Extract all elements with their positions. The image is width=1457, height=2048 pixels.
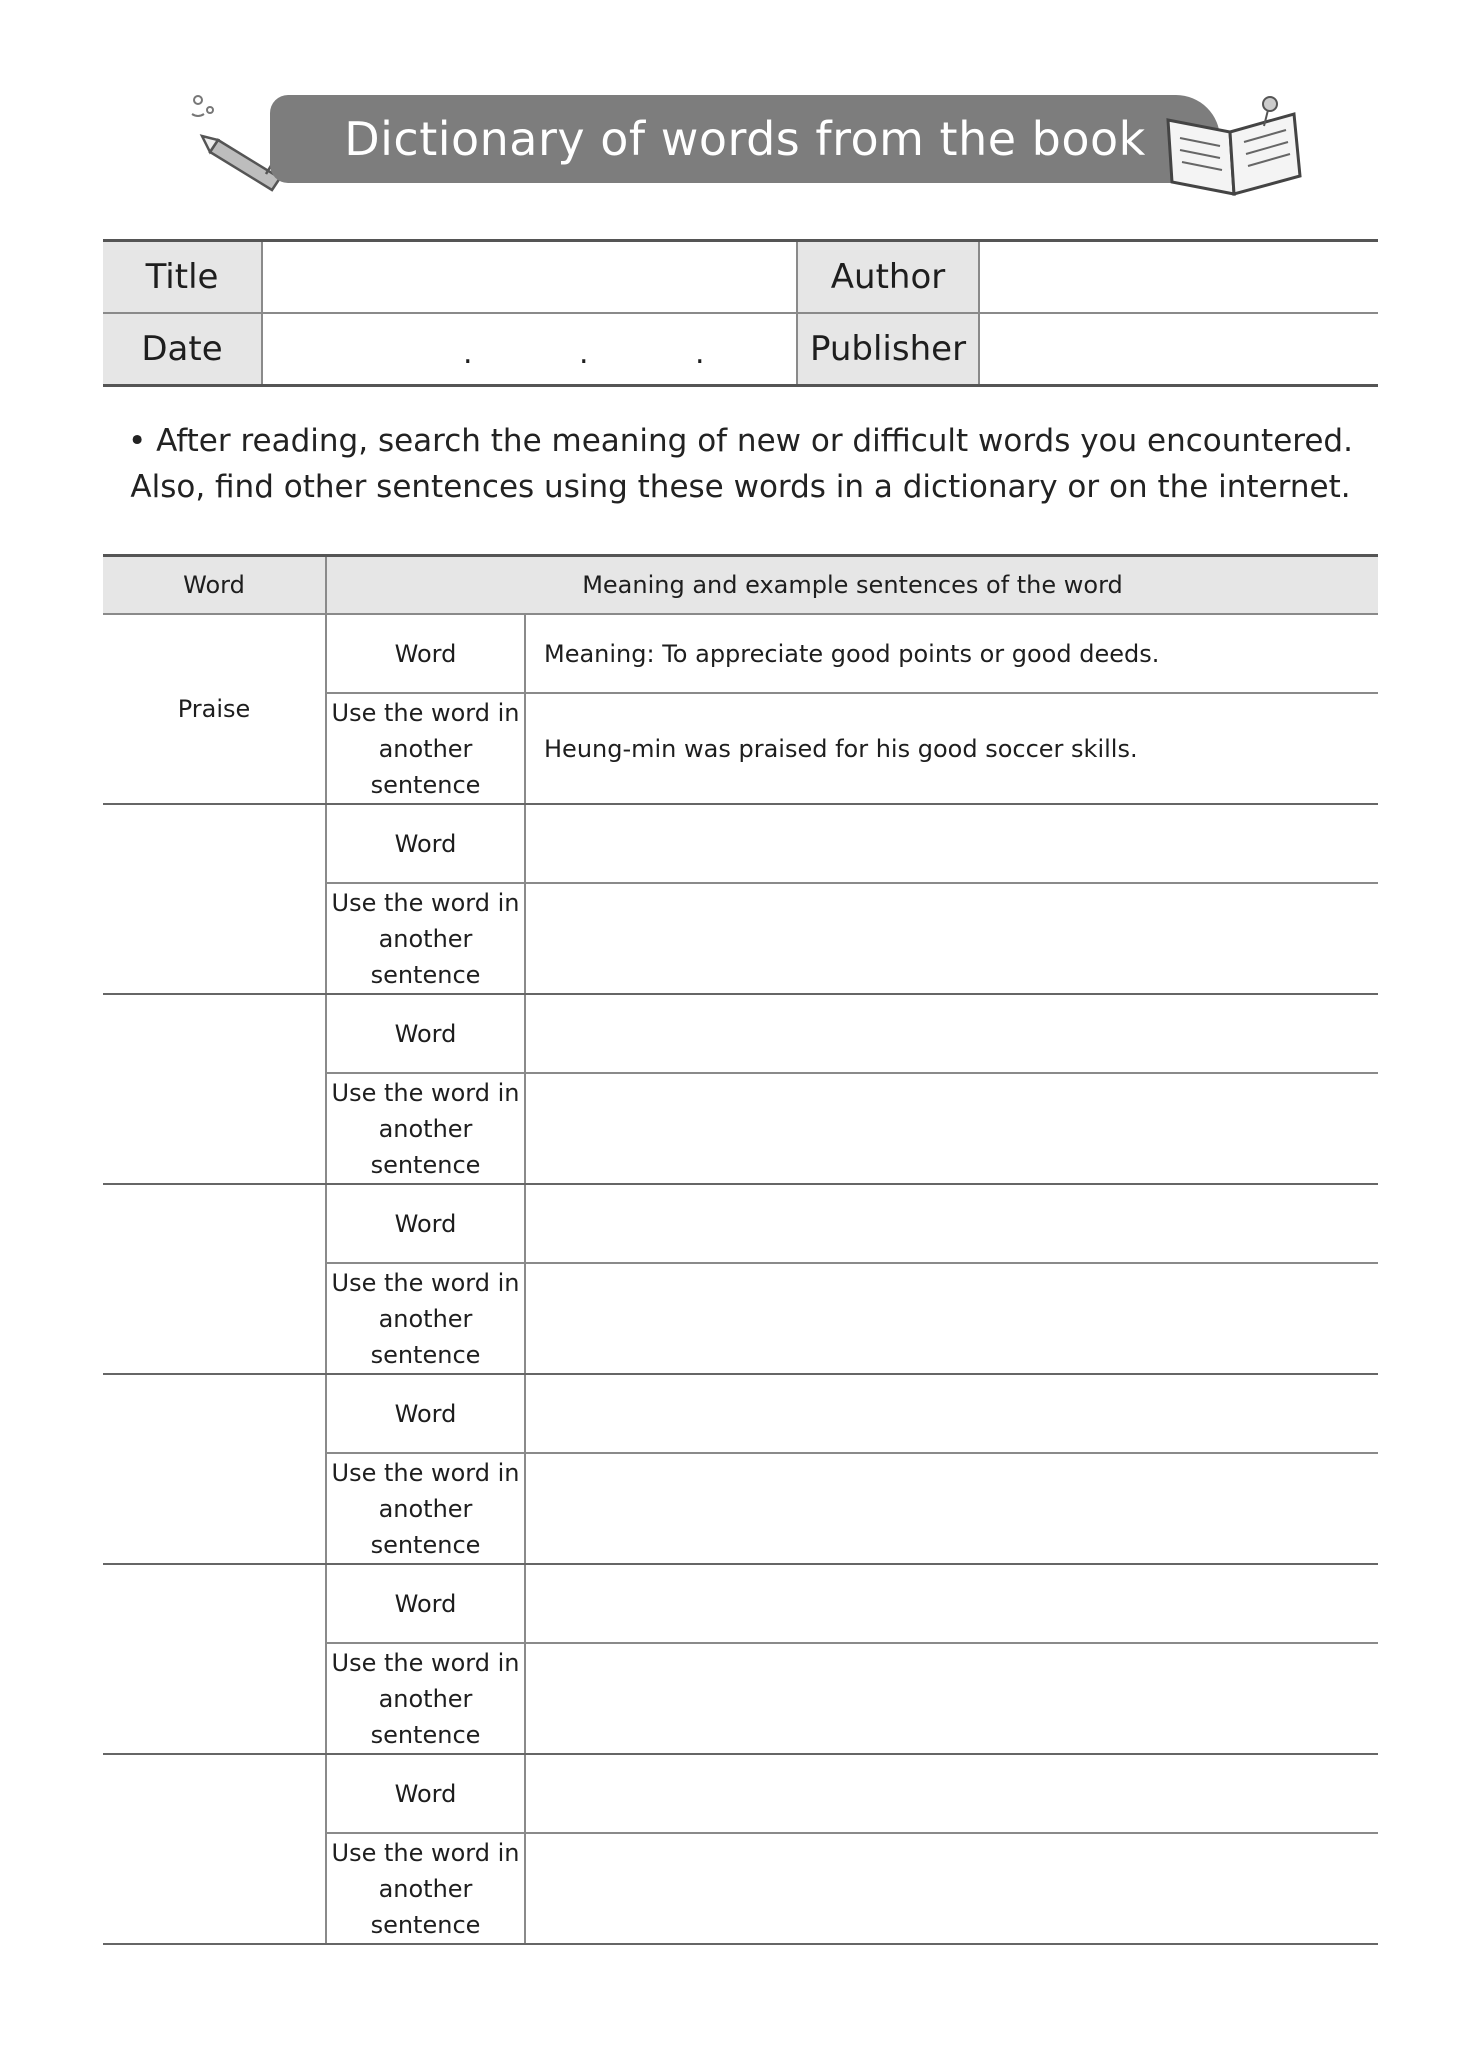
publisher-label: Publisher bbox=[797, 313, 979, 386]
sentence-field[interactable]: Heung-min was praised for his good soccer skills. bbox=[525, 693, 1378, 804]
instructions bbox=[103, 418, 1378, 510]
use-sentence-sublabel: Use the word in another sentence bbox=[326, 1453, 525, 1564]
entry-word-cell[interactable] bbox=[103, 1184, 326, 1374]
sentence-field[interactable] bbox=[525, 883, 1378, 994]
meaning-field[interactable] bbox=[525, 1754, 1378, 1833]
meaning-field[interactable] bbox=[525, 1374, 1378, 1453]
column-header-word: Word bbox=[103, 556, 326, 615]
use-sentence-sublabel: Use the word in another sentence bbox=[326, 1833, 525, 1944]
meaning-field[interactable] bbox=[525, 994, 1378, 1073]
word-sublabel: Word bbox=[326, 1184, 525, 1263]
entry-word-cell[interactable] bbox=[103, 994, 326, 1184]
meaning-field[interactable] bbox=[525, 1564, 1378, 1643]
word-sublabel: Word bbox=[326, 994, 525, 1073]
word-sublabel: Word bbox=[326, 614, 525, 693]
entry-word-cell[interactable] bbox=[103, 804, 326, 994]
author-field[interactable] bbox=[979, 241, 1378, 314]
sentence-field[interactable] bbox=[525, 1643, 1378, 1754]
publisher-field[interactable] bbox=[979, 313, 1378, 386]
date-separator: . bbox=[463, 336, 473, 371]
title-banner bbox=[270, 95, 1220, 183]
entry-word-cell[interactable]: Praise bbox=[103, 614, 326, 804]
instruction-line: Also, find other sentences using these words in a dictionary or on the internet. bbox=[130, 469, 1351, 505]
word-sublabel: Word bbox=[326, 1374, 525, 1453]
book-info-table bbox=[103, 239, 1378, 387]
meaning-field[interactable]: Meaning: To appreciate good points or good deeds. bbox=[525, 614, 1378, 693]
meaning-field[interactable] bbox=[525, 1184, 1378, 1263]
entry-word-cell[interactable] bbox=[103, 1374, 326, 1564]
use-sentence-sublabel: Use the word in another sentence bbox=[326, 883, 525, 994]
entry-word-cell[interactable] bbox=[103, 1564, 326, 1754]
entry-word-cell[interactable] bbox=[103, 1754, 326, 1944]
instruction-line: • After reading, search the meaning of new or difficult words you encountered. bbox=[128, 423, 1353, 459]
column-header-meaning: Meaning and example sentences of the word bbox=[326, 556, 1378, 615]
date-separator: . bbox=[579, 336, 589, 371]
use-sentence-sublabel: Use the word in another sentence bbox=[326, 1643, 525, 1754]
sentence-field[interactable] bbox=[525, 1263, 1378, 1374]
use-sentence-sublabel: Use the word in another sentence bbox=[326, 1263, 525, 1374]
sentence-field[interactable] bbox=[525, 1833, 1378, 1944]
meaning-field[interactable] bbox=[525, 804, 1378, 883]
date-separator: . bbox=[695, 336, 705, 371]
date-label: Date bbox=[103, 313, 262, 386]
word-sublabel: Word bbox=[326, 804, 525, 883]
use-sentence-sublabel: Use the word in another sentence bbox=[326, 693, 525, 804]
author-label: Author bbox=[797, 241, 979, 314]
dictionary-table bbox=[103, 554, 1378, 1945]
page-title: Dictionary of words from the book bbox=[344, 112, 1146, 166]
open-book-icon bbox=[1160, 90, 1310, 202]
word-sublabel: Word bbox=[326, 1564, 525, 1643]
title-field[interactable] bbox=[262, 241, 797, 314]
sentence-field[interactable] bbox=[525, 1073, 1378, 1184]
sentence-field[interactable] bbox=[525, 1453, 1378, 1564]
word-sublabel: Word bbox=[326, 1754, 525, 1833]
use-sentence-sublabel: Use the word in another sentence bbox=[326, 1073, 525, 1184]
title-label: Title bbox=[103, 241, 262, 314]
date-field[interactable] bbox=[262, 313, 797, 386]
